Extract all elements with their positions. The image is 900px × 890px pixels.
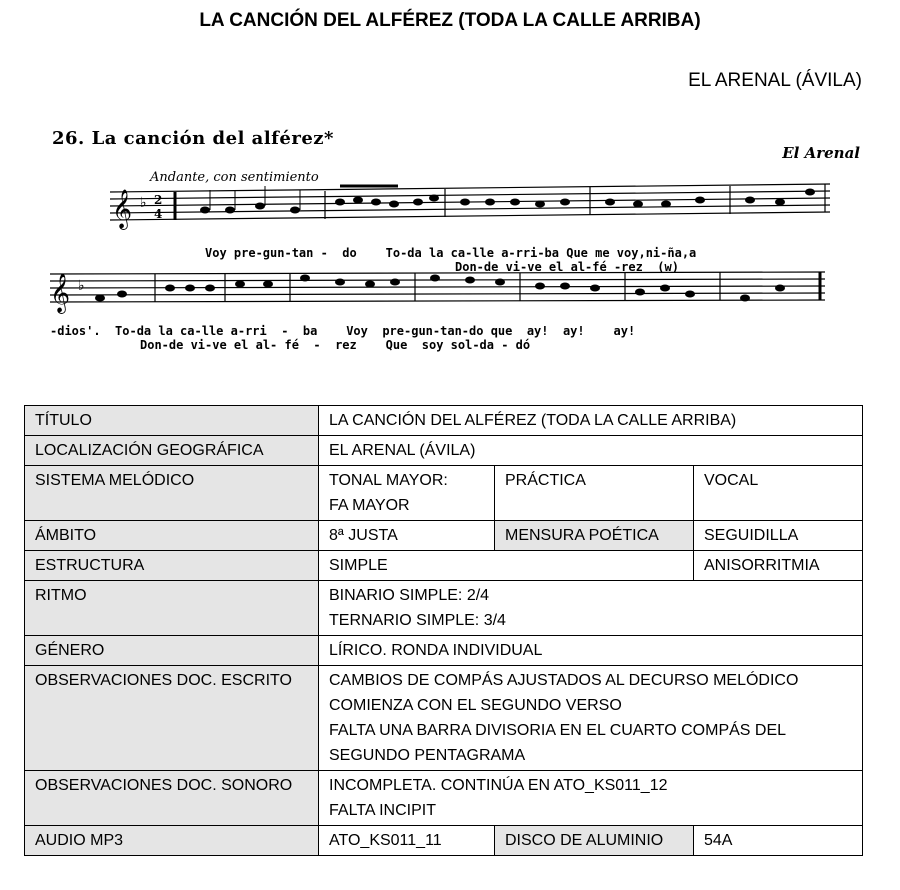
svg-text:4: 4 <box>154 207 163 221</box>
obs-escrito-line-4: SEGUNDO PENTAGRAMA <box>329 747 526 764</box>
score-place: El Arenal <box>782 144 860 162</box>
value-sistema-1: TONAL MAYOR: <box>329 472 448 489</box>
lyrics-line-2b: Don-de vi-ve el al- fé - rez Que soy sol-da - dó <box>140 338 531 352</box>
table-row <box>25 466 863 521</box>
value-obs-escrito <box>319 666 863 771</box>
value-ritmo-2: TERNARIO SIMPLE: 3/4 <box>329 612 506 629</box>
label-ambito: ÁMBITO <box>25 521 319 551</box>
value-ambito: 8ª JUSTA <box>319 521 495 551</box>
value-obs-sonoro <box>319 771 863 826</box>
value-ritmo-1: BINARIO SIMPLE: 2/4 <box>329 587 490 604</box>
label-genero: GÉNERO <box>25 636 319 666</box>
table-row <box>25 521 863 551</box>
value-audio: ATO_KS011_11 <box>319 826 495 856</box>
lyrics-line-1b: Don-de vi-ve el al-fé -rez (w) <box>455 260 679 274</box>
label-obs-escrito: OBSERVACIONES DOC. ESCRITO <box>25 666 319 771</box>
label-mensura: MENSURA POÉTICA <box>495 521 694 551</box>
table-row <box>25 826 863 856</box>
value-genero: LÍRICO. RONDA INDIVIDUAL <box>319 636 863 666</box>
value-ritmo <box>319 581 863 636</box>
metadata-table <box>24 405 863 856</box>
label-localizacion: LOCALIZACIÓN GEOGRÁFICA <box>25 436 319 466</box>
label-obs-sonoro: OBSERVACIONES DOC. SONORO <box>25 771 319 826</box>
obs-escrito-line-1: CAMBIOS DE COMPÁS AJUSTADOS AL DECURSO MELÓDICO <box>329 672 799 689</box>
treble-clef-icon-2: 𝄞 <box>50 273 71 313</box>
table-row <box>25 636 863 666</box>
music-score <box>40 122 860 362</box>
value-sistema <box>319 466 495 521</box>
table-row <box>25 666 863 771</box>
obs-escrito-line-2: COMIENZA CON EL SEGUNDO VERSO <box>329 697 622 714</box>
tempo-marking: Andante, con sentimiento <box>150 170 319 185</box>
value-localizacion: EL ARENAL (ÁVILA) <box>319 436 863 466</box>
value-estructura: SIMPLE <box>319 551 694 581</box>
label-titulo: TÍTULO <box>25 406 319 436</box>
score-heading: 26. La canción del alférez* <box>52 128 334 149</box>
table-row <box>25 771 863 826</box>
obs-sonoro-line-2: FALTA INCIPIT <box>329 802 436 819</box>
label-disco: DISCO DE ALUMINIO <box>495 826 694 856</box>
label-sistema: SISTEMA MELÓDICO <box>25 466 319 521</box>
lyrics-line-1: Voy pre-gun-tan - do To-da la ca-lle a-rri-ba Que me voy,ni-ña,a <box>205 246 697 260</box>
label-audio: AUDIO MP3 <box>25 826 319 856</box>
label-ritmo: RITMO <box>25 581 319 636</box>
treble-clef-icon: 𝄞 <box>112 189 133 229</box>
obs-escrito-line-3: FALTA UNA BARRA DIVISORIA EN EL CUARTO COMPÁS DEL <box>329 722 787 739</box>
lyrics-line-2: -dios'. To-da la ca-lle a-rri - ba Voy pre-gun-tan-do que ay! ay! ay! <box>50 324 636 338</box>
document-title: LA CANCIÓN DEL ALFÉREZ (TODA LA CALLE ARRIBA) <box>199 10 701 31</box>
value-sistema-2: FA MAYOR <box>329 497 410 514</box>
table-row <box>25 551 863 581</box>
svg-text:2: 2 <box>154 193 163 207</box>
table-row <box>25 436 863 466</box>
location-heading: EL ARENAL (ÁVILA) <box>688 70 862 91</box>
label-estructura: ESTRUCTURA <box>25 551 319 581</box>
value-titulo: LA CANCIÓN DEL ALFÉREZ (TODA LA CALLE ARRIBA) <box>319 406 863 436</box>
table-row <box>25 581 863 636</box>
table-row <box>25 406 863 436</box>
obs-sonoro-line-1: INCOMPLETA. CONTINÚA EN ATO_KS011_12 <box>329 777 668 794</box>
label-practica: PRÁCTICA <box>495 466 694 521</box>
value-practica: VOCAL <box>694 466 863 521</box>
value-disco: 54A <box>694 826 863 856</box>
value-mensura: SEGUIDILLA <box>694 521 863 551</box>
value-estructura-extra: ANISORRITMIA <box>694 551 863 581</box>
svg-text:♭: ♭ <box>140 195 147 211</box>
svg-text:♭: ♭ <box>78 278 85 294</box>
